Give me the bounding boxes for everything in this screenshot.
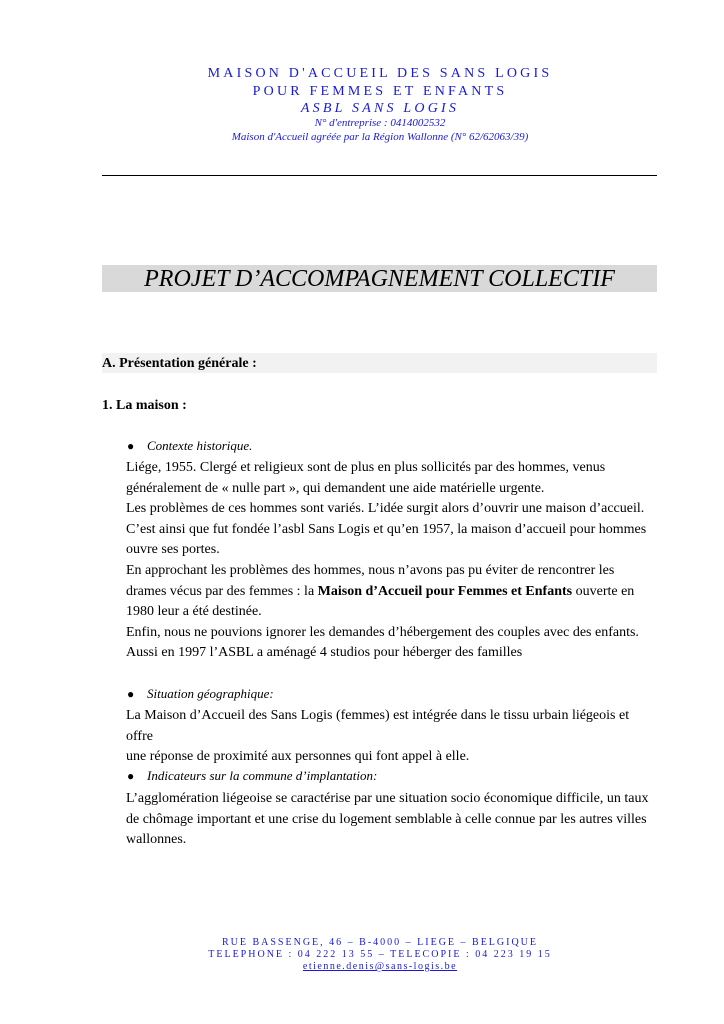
document-title: PROJET D’ACCOMPAGNEMENT COLLECTIF [102, 265, 657, 292]
letterhead-accreditation: Maison d'Accueil agréée par la Région Wallonne (N° 62/62063/39) [231, 131, 529, 143]
letterhead-org-name: MAISON D'ACCUEIL DES SANS LOGIS [207, 66, 553, 81]
letterhead-company-number: N° d'entreprise : 0414002532 [314, 117, 446, 129]
bullet-dot-icon: ● [127, 687, 135, 701]
footer-phone: TELEPHONE : 04 222 13 55 – TELECOPIE : 04 223 19 15 [208, 949, 552, 960]
bullet-dot-icon: ● [127, 439, 135, 453]
section-heading-a: A. Présentation générale : [102, 353, 657, 373]
text-line: généralement de « nulle part », qui demandent une aide matérielle urgente. [126, 480, 545, 496]
paragraph-situation [126, 706, 656, 768]
subsection-heading-1: 1. La maison : [102, 398, 187, 413]
footer-address: RUE BASSENGE, 46 – B-4000 – LIEGE – BELGIQUE [221, 937, 539, 948]
text-line: En approchant les problèmes des hommes, nous n’avons pas pu éviter de rencontrer les [126, 562, 615, 578]
text-line: Liége, 1955. Clergé et religieux sont de plus en plus sollicités par des hommes, venus [126, 460, 606, 475]
text-line [126, 582, 656, 603]
text-line: de chômage important et une crise du logement semblable à celle connue par les autres villes [126, 811, 647, 827]
bullet-label: Contexte historique. [147, 438, 253, 453]
letterhead-org-subtitle: POUR FEMMES ET ENFANTS [252, 84, 508, 99]
text-line: 1980 leur a été destinée. [126, 604, 262, 620]
bullet-indicateurs [127, 768, 377, 784]
paragraph-indicateurs [126, 789, 656, 851]
paragraph-historique [126, 458, 656, 664]
text-line: C’est ainsi que fut fondée l’asbl Sans Logis et qu’en 1957, la maison d’accueil pour hommes [126, 521, 647, 537]
bullet-label: Situation géographique: [147, 686, 274, 701]
letterhead-asbl: ASBL SANS LOGIS [300, 101, 460, 116]
bullet-contexte [127, 438, 252, 454]
text-line: La Maison d’Accueil des Sans Logis (femmes) est intégrée dans le tissu urbain liégeois et offre [126, 708, 630, 744]
text-line: une réponse de proximité aux personnes qui font appel à elle. [126, 749, 470, 765]
bold-fragment: Maison d’Accueil pour Femmes et Enfants [317, 583, 573, 599]
text-fragment: ouverte en [572, 583, 635, 599]
text-line: Enfin, nous ne pouvions ignorer les demandes d’hébergement des couples avec des enfants. [126, 624, 639, 640]
footer-email-line [0, 961, 724, 972]
header-divider [102, 175, 657, 176]
text-line: ouvre ses portes. [126, 542, 220, 558]
text-line: L’agglomération liégeoise se caractérise par une situation socio économique difficile, un taux [126, 791, 649, 806]
text-line: wallonnes. [126, 832, 187, 848]
bullet-label: Indicateurs sur la commune d’implantation: [147, 768, 378, 783]
text-line: Les problèmes de ces hommes sont variés. L’idée surgit alors d’ouvrir une maison d’accueil. [126, 501, 645, 517]
text-line: Aussi en 1997 l’ASBL a aménagé 4 studios pour héberger des familles [126, 645, 523, 661]
bullet-situation [127, 686, 274, 702]
footer-email-link[interactable]: etienne.denis@sans-logis.be [302, 961, 458, 972]
bullet-dot-icon: ● [127, 769, 135, 783]
text-fragment: drames vécus par des femmes : la [126, 583, 318, 599]
